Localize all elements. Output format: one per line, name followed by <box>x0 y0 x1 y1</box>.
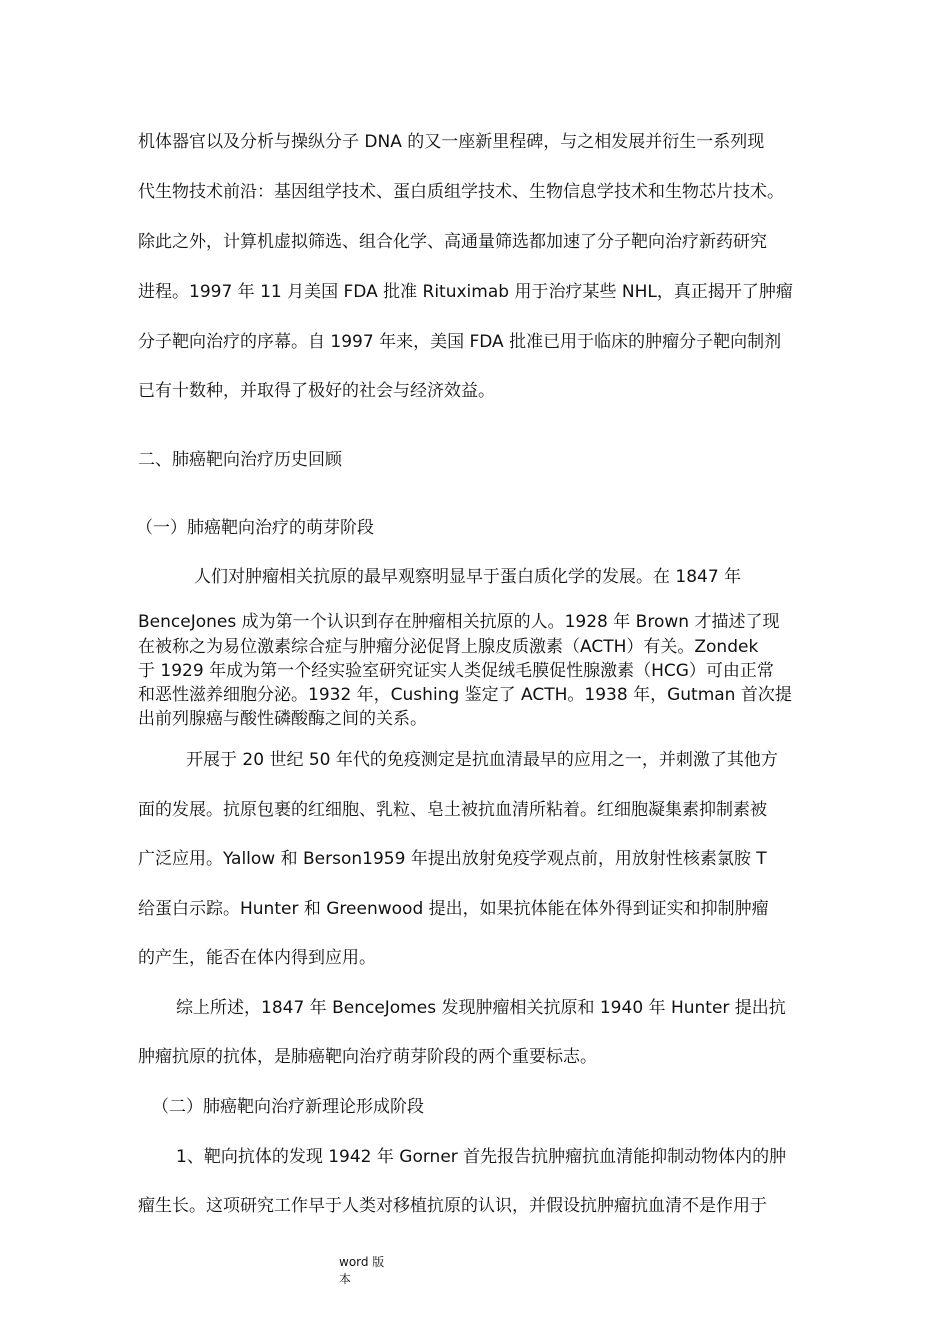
summary-line-1: 综上所述，1847 年 BenceJomes 发现肿瘤相关抗原和 1940 年 Hunter 提出抗 <box>176 998 786 1018</box>
immuno-line-1: 开展于 20 世纪 50 年代的免疫测定是抗血清最早的应用之一，并刺激了其他方 <box>186 750 778 770</box>
immuno-line-3: 广泛应用。Yallow 和 Berson1959 年提出放射免疫学观点前，用放射性核素氯胺 T <box>138 849 767 869</box>
antibody-line-1: 1、靶向抗体的发现 1942 年 Gorner 首先报告抗肿瘤抗血清能抑制动物体内的肿 <box>176 1147 787 1167</box>
immuno-line-5: 的产生，能否在体内得到应用。 <box>138 948 376 968</box>
intro-line-5: 分子靶向治疗的序幕。自 1997 年来，美国 FDA 批准已用于临床的肿瘤分子靶向制剂 <box>138 332 782 352</box>
summary-line-2: 肿瘤抗原的抗体，是肺癌靶向治疗萌芽阶段的两个重要标志。 <box>138 1047 597 1067</box>
intro-line-1: 机体器官以及分析与操纵分子 DNA 的又一座新里程碑，与之相发展并衍生一系列现 <box>138 132 765 152</box>
antibody-line-2: 瘤生长。这项研究工作早于人类对移植抗原的认识，并假设抗肿瘤抗血清不是作用于 <box>138 1196 767 1216</box>
intro-line-4: 进程。1997 年 11 月美国 FDA 批准 Rituximab 用于治疗某些 NHL，真正揭开了肿瘤 <box>138 282 793 302</box>
page-footer-label: word 版本 <box>339 1255 385 1286</box>
antigen-line-3: 于 1929 年成为第一个经实验室研究证实人类促绒毛膜促性腺激素（HCG）可由正常 <box>138 661 774 681</box>
antigen-paragraph-first-line: 人们对肿瘤相关抗原的最早观察明显早于蛋白质化学的发展。在 1847 年 <box>194 567 742 587</box>
antigen-line-4: 和恶性滋养细胞分泌。1932 年，Cushing 鉴定了 ACTH。1938 年，Gutman 首次提 <box>138 685 792 705</box>
immuno-line-2: 面的发展。抗原包裹的红细胞、乳粒、皂土被抗血清所粘着。红细胞凝集素抑制素被 <box>138 800 767 820</box>
subsection-heading-2: （二）肺癌靶向治疗新理论形成阶段 <box>152 1097 424 1117</box>
antigen-line-1: BenceJones 成为第一个认识到存在肿瘤相关抗原的人。1928 年 Brown 才描述了现 <box>138 612 780 632</box>
immuno-line-4: 给蛋白示踪。Hunter 和 Greenwood 提出，如果抗体能在体外得到证实和抑制肿瘤 <box>138 899 769 919</box>
intro-line-2: 代生物技术前沿：基因组学技术、蛋白质组学技术、生物信息学技术和生物芯片技术。 <box>138 182 784 202</box>
intro-line-6: 已有十数种，并取得了极好的社会与经济效益。 <box>138 381 495 401</box>
antigen-line-2: 在被称之为易位激素综合症与肿瘤分泌促肾上腺皮质激素（ACTH）有关。Zondek <box>138 637 759 657</box>
intro-line-3: 除此之外，计算机虚拟筛选、组合化学、高通量筛选都加速了分子靶向治疗新药研究 <box>138 232 767 252</box>
subsection-heading-1: （一）肺癌靶向治疗的萌芽阶段 <box>136 518 374 538</box>
section-heading: 二、肺癌靶向治疗历史回顾 <box>138 450 342 470</box>
antigen-line-5: 出前列腺癌与酸性磷酸酶之间的关系。 <box>138 709 427 729</box>
